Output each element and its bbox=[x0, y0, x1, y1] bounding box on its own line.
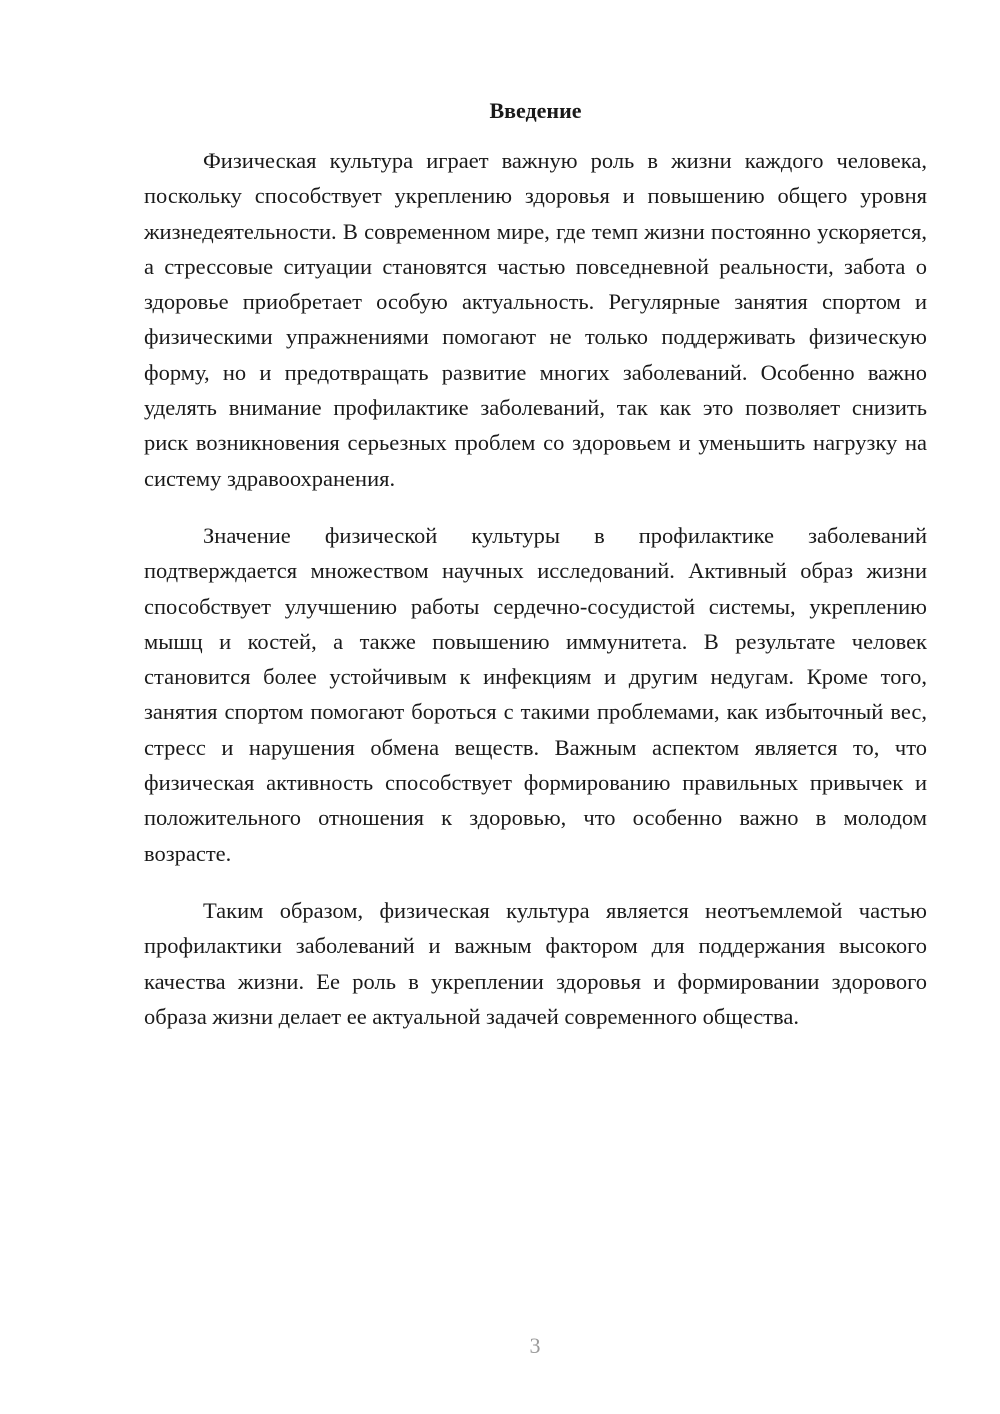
paragraph-2: Значение физической культуры в профилактике заболеваний подтверждается множеством научных исследований. Активный образ жизни способствует улучшению работы сердечно-сосудистой системы, укреплению мышц и костей, а также повышению иммунитета. В результате человек становится более устойчивым к инфекциям и другим недугам. Кроме того, занятия спортом помогают бороться с такими проблемами, как избыточный вес, стресс и нарушения обмена веществ. Важным аспектом является то, что физическая активность способствует формированию правильных привычек и положительного отношения к здоровью, что особенно важно в молодом возрасте. bbox=[144, 522, 927, 866]
document-page bbox=[144, 94, 927, 1056]
section-heading: Введение bbox=[489, 98, 582, 123]
paragraph-3: Таким образом, физическая культура является неотъемлемой частью профилактики заболеваний и важным фактором для поддержания высокого качества жизни. Ее роль в укреплении здоровья и формировании здорового образа жизни делает ее актуальной задачей современного общества. bbox=[144, 897, 927, 1029]
page-number: 3 bbox=[529, 1333, 541, 1358]
paragraph-1: Физическая культура играет важную роль в жизни каждого человека, поскольку способствует укреплению здоровья и повышению общего уровня жизнедеятельности. В современном мире, где темп жизни постоянно ускоряется, а стрессовые ситуации становятся частью повседневной реальности, забота о здоровье приобретает особую актуальность. Регулярные занятия спортом и физическими упражнениями помогают не только поддерживать физическую форму, но и предотвращать развитие многих заболеваний. Особенно важно уделять внимание профилактике заболеваний, так как это позволяет снизить риск возникновения серьезных проблем со здоровьем и уменьшить нагрузку на систему здравоохранения. bbox=[144, 148, 927, 491]
